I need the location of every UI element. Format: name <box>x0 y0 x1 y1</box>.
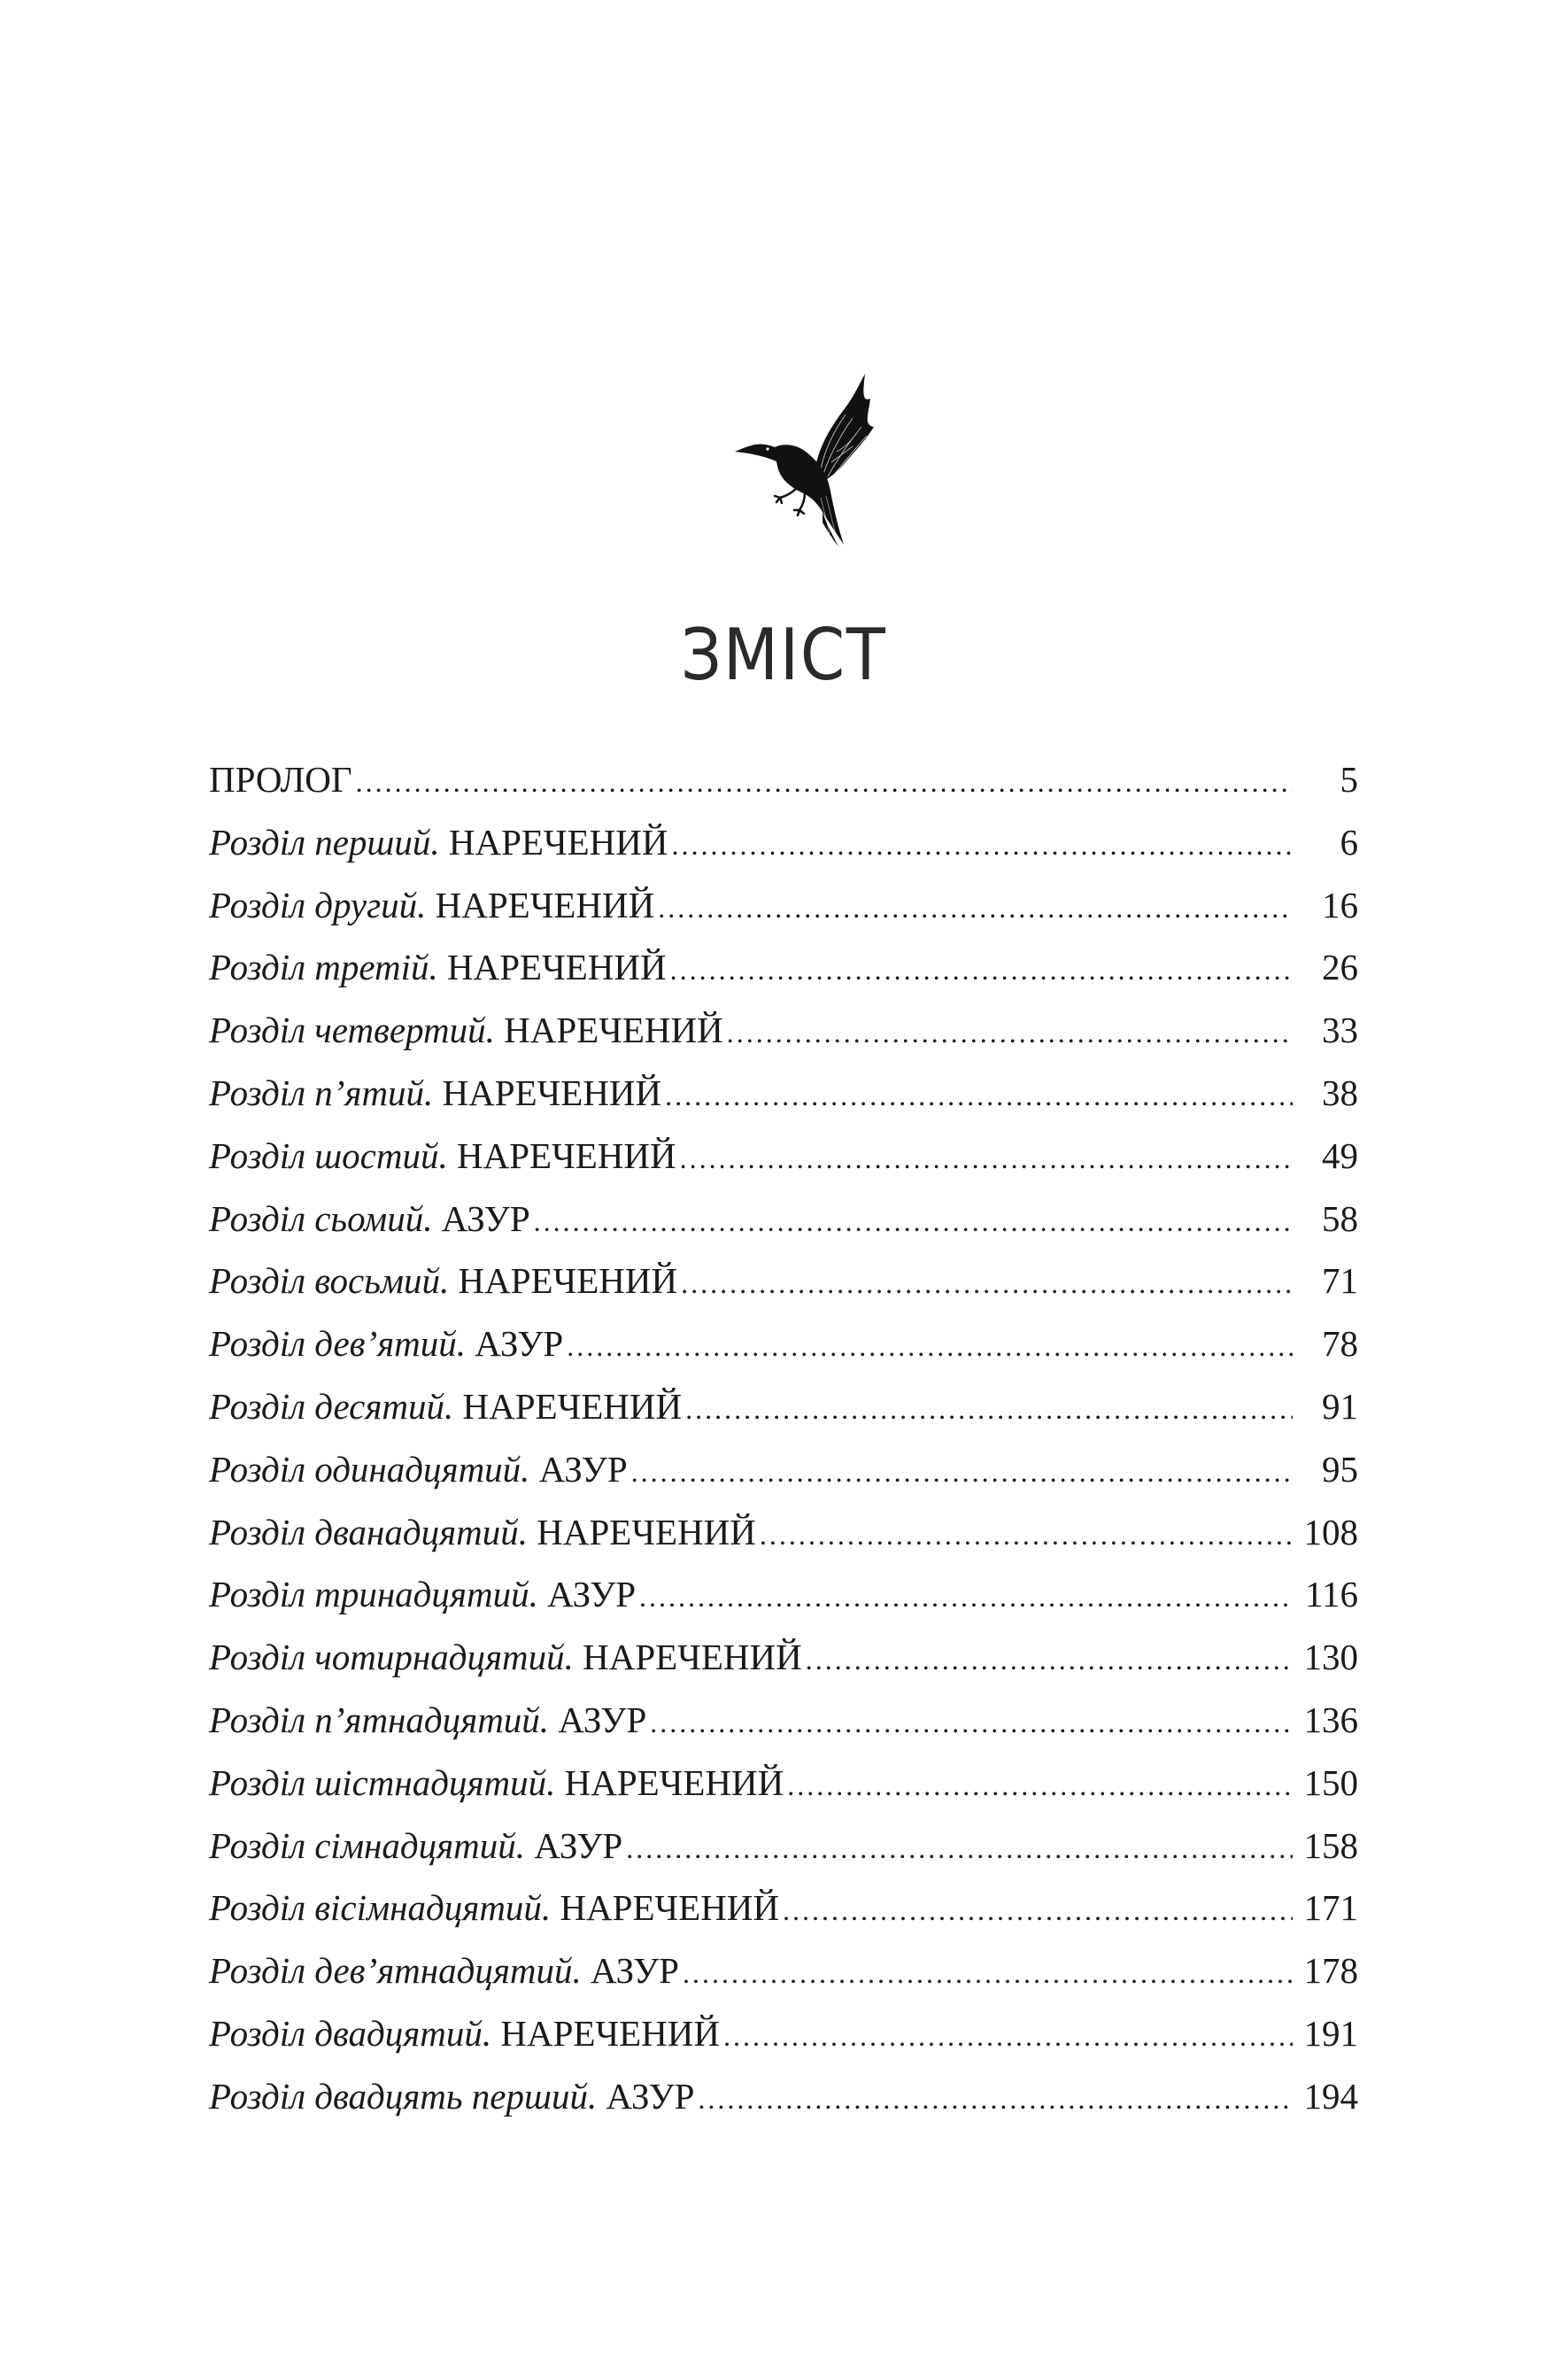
toc-entry-label <box>209 1576 636 1613</box>
toc-entry-label <box>209 759 352 800</box>
toc-chapter-number: Розділ третій. <box>209 947 438 988</box>
toc-entry <box>209 949 1358 1012</box>
dot-leader <box>685 1395 1293 1423</box>
toc-chapter-number: Розділ дев’ятий. <box>209 1323 467 1365</box>
toc-chapter-number: Розділ двадцятий. <box>209 2012 492 2054</box>
dot-leader <box>671 831 1293 859</box>
toc-page-number: 38 <box>1322 1072 1358 1113</box>
toc-chapter-number: Розділ дванадцятий. <box>209 1511 528 1552</box>
dot-leader <box>665 1081 1293 1110</box>
toc-chapter-title: НАРЕЧЕНИЙ <box>564 1761 784 1803</box>
toc-entry-label <box>209 1511 756 1552</box>
toc-chapter-number: Розділ четвертий. <box>209 1010 495 1051</box>
dot-leader <box>626 1834 1293 1862</box>
toc-entry <box>209 1197 1358 1264</box>
toc-entry <box>209 2075 1358 2141</box>
dot-leader <box>683 1959 1293 1987</box>
toc-page-number: 150 <box>1303 1761 1358 1803</box>
toc-entry <box>209 1887 1358 1953</box>
toc-chapter-number: Розділ п’ятий. <box>209 1072 434 1113</box>
toc-entry-label <box>209 949 667 986</box>
toc-entry-label <box>209 821 668 863</box>
toc-entry-label <box>209 1260 678 1302</box>
dot-leader <box>534 1207 1293 1235</box>
toc-chapter-number: Розділ одинадцятий. <box>209 1448 530 1490</box>
toc-page-number: 91 <box>1322 1385 1358 1427</box>
toc-chapter-title: АЗУР <box>441 1197 530 1239</box>
toc-entry <box>209 1260 1358 1326</box>
toc-page-number: 191 <box>1303 2012 1358 2054</box>
toc-page-number: 136 <box>1303 1699 1358 1740</box>
toc-entry <box>209 1134 1358 1201</box>
toc-chapter-title: АЗУР <box>475 1323 564 1365</box>
dot-leader <box>723 2022 1293 2050</box>
toc-chapter-number: Розділ дев’ятнадцятий. <box>209 1950 582 1992</box>
toc-chapter-number: Розділ п’ятнадцятий. <box>209 1699 550 1740</box>
toc-entry-label <box>209 1012 723 1049</box>
dot-leader <box>806 1645 1293 1674</box>
toc-chapter-title: АЗУР <box>606 2075 695 2117</box>
toc-page-number: 71 <box>1322 1260 1358 1302</box>
toc-chapter-title: НАРЕЧЕНИЙ <box>583 1637 802 1678</box>
toc-chapter-title: ПРОЛОГ <box>209 759 352 800</box>
toc-page-number: 178 <box>1303 1950 1358 1992</box>
toc-chapter-number: Розділ восьмий. <box>209 1260 450 1302</box>
toc-chapter-number: Розділ шістнадцятий. <box>209 1761 556 1803</box>
toc-entry <box>209 1824 1358 1891</box>
toc-entry-label <box>209 1761 784 1803</box>
toc-page-number: 6 <box>1340 821 1358 863</box>
toc-entry <box>209 1699 1358 1765</box>
toc-chapter-number: Розділ сімнадцятий. <box>209 1824 525 1866</box>
toc-chapter-title: НАРЕЧЕНИЙ <box>448 821 668 863</box>
toc-entry-label <box>209 1134 676 1176</box>
toc-chapter-title: АЗУР <box>558 1699 647 1740</box>
toc-chapter-number: Розділ шостий. <box>209 1134 448 1176</box>
toc-chapter-title: НАРЕЧЕНИЙ <box>442 1072 662 1113</box>
toc-entry <box>209 821 1358 887</box>
dot-leader <box>650 1708 1293 1737</box>
toc-entry <box>209 1511 1358 1577</box>
dot-leader <box>639 1583 1293 1611</box>
toc-page-number: 95 <box>1322 1448 1358 1490</box>
toc-entry <box>209 1012 1358 1075</box>
toc-page-number: 194 <box>1303 2075 1358 2117</box>
toc-chapter-title: НАРЕЧЕНИЙ <box>435 884 655 925</box>
dot-leader <box>787 1771 1293 1800</box>
toc-entry-label <box>209 1197 530 1239</box>
toc-entry <box>209 884 1358 950</box>
toc-page-number: 16 <box>1322 884 1358 925</box>
toc-chapter-title: НАРЕЧЕНИЙ <box>458 1260 678 1302</box>
table-of-contents <box>209 759 1358 2141</box>
toc-chapter-number: Розділ перший. <box>209 821 440 863</box>
dot-leader <box>698 2085 1293 2113</box>
toc-entry <box>209 1448 1358 1514</box>
toc-chapter-number: Розділ чотирнадцятий. <box>209 1637 574 1678</box>
toc-entry-label <box>209 884 655 925</box>
toc-page-number: 116 <box>1305 1574 1358 1615</box>
crow-icon <box>713 363 881 549</box>
toc-entry-label <box>209 2075 695 2117</box>
toc-entry <box>209 1385 1358 1451</box>
toc-entry <box>209 1639 1358 1702</box>
toc-entry-label <box>209 1887 780 1929</box>
toc-chapter-title: АЗУР <box>534 1824 623 1866</box>
toc-entry-label <box>209 1699 647 1740</box>
page-title: ЗМІСТ <box>681 614 887 696</box>
toc-entry <box>209 1576 1358 1639</box>
toc-entry <box>209 1950 1358 2016</box>
toc-chapter-number: Розділ вісімнадцятий. <box>209 1887 552 1929</box>
dot-leader <box>631 1458 1293 1486</box>
toc-chapter-title: АЗУР <box>547 1574 637 1615</box>
toc-chapter-number: Розділ двадцять перший. <box>209 2075 598 2117</box>
toc-chapter-number: Розділ тринадцятий. <box>209 1574 538 1615</box>
dot-leader <box>567 1332 1293 1360</box>
toc-chapter-number: Розділ десятий. <box>209 1385 454 1427</box>
toc-chapter-number: Розділ сьомий. <box>209 1197 433 1239</box>
dot-leader <box>670 956 1293 984</box>
toc-entry-label <box>209 1385 683 1427</box>
toc-chapter-title: НАРЕЧЕНИЙ <box>447 947 667 988</box>
toc-entry <box>209 759 1358 824</box>
toc-entry <box>209 2012 1358 2078</box>
toc-chapter-title: НАРЕЧЕНИЙ <box>462 1385 683 1427</box>
dot-leader <box>783 1896 1293 1924</box>
toc-page-number: 33 <box>1322 1010 1358 1051</box>
dot-leader <box>680 1144 1293 1173</box>
toc-entry <box>209 1761 1358 1828</box>
dot-leader <box>356 768 1293 796</box>
toc-chapter-title: АЗУР <box>591 1950 679 1992</box>
toc-entry-label <box>209 1639 802 1676</box>
toc-chapter-number: Розділ другий. <box>209 884 427 925</box>
toc-entry-label <box>209 1072 662 1113</box>
toc-chapter-title: НАРЕЧЕНИЙ <box>560 1887 780 1929</box>
toc-entry <box>209 1072 1358 1138</box>
dot-leader <box>681 1269 1293 1297</box>
toc-chapter-title: НАРЕЧЕНИЙ <box>504 1010 723 1051</box>
dot-leader <box>760 1521 1293 1549</box>
toc-entry-label <box>209 2012 720 2054</box>
toc-entry-label <box>209 1824 623 1866</box>
toc-page-number: 158 <box>1303 1824 1358 1866</box>
toc-entry-label <box>209 1323 564 1365</box>
toc-chapter-title: НАРЕЧЕНИЙ <box>500 2012 720 2054</box>
toc-chapter-title: НАРЕЧЕНИЙ <box>537 1511 756 1552</box>
toc-page-number: 5 <box>1340 759 1358 800</box>
toc-page-number: 171 <box>1303 1887 1358 1929</box>
toc-page-number: 130 <box>1303 1637 1358 1678</box>
toc-page-number: 108 <box>1303 1511 1358 1552</box>
toc-page-number: 78 <box>1322 1323 1358 1365</box>
dot-leader <box>727 1018 1293 1047</box>
toc-page-number: 58 <box>1322 1197 1358 1239</box>
toc-chapter-title: НАРЕЧЕНИЙ <box>457 1134 676 1176</box>
dot-leader <box>658 894 1293 922</box>
toc-entry <box>209 1323 1358 1389</box>
toc-page-number: 49 <box>1322 1134 1358 1176</box>
toc-entry-label <box>209 1448 628 1490</box>
toc-page-number: 26 <box>1322 947 1358 988</box>
toc-entry-label <box>209 1950 679 1992</box>
toc-chapter-title: АЗУР <box>538 1448 628 1490</box>
